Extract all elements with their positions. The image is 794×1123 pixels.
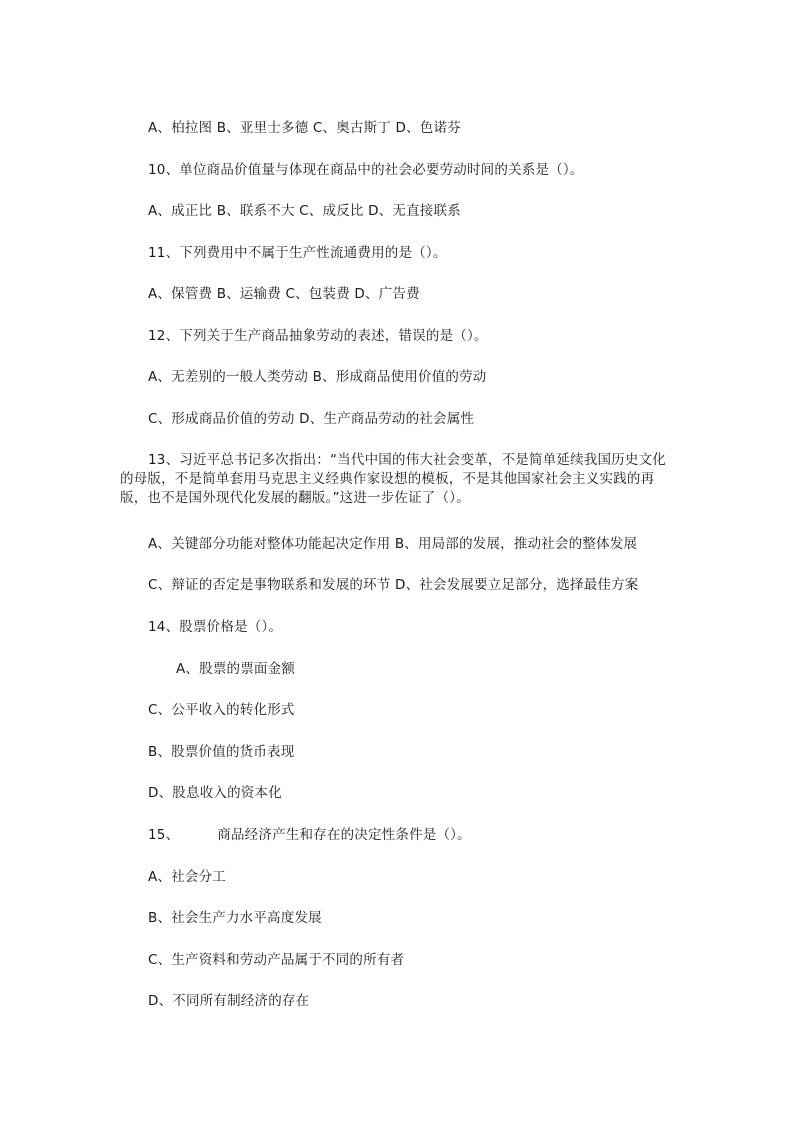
q10-options: A、成正比 B、联系不大 C、成反比 D、无直接联系 (148, 203, 461, 219)
q15-option-a: A、社会分工 (148, 869, 226, 885)
q14-option-a: A、股票的票面金额 (176, 661, 296, 677)
q12-options-ab: A、无差别的一般人类劳动 B、形成商品使用价值的劳动 (148, 369, 487, 385)
q15-option-b: B、社会生产力水平高度发展 (148, 910, 322, 926)
q14-option-b: B、股票价值的货币表现 (148, 744, 295, 760)
q9-options: A、柏拉图 B、亚里士多德 C、奥古斯丁 D、色诺芬 (148, 120, 461, 136)
q12-stem: 12、下列关于生产商品抽象劳动的表述，错误的是（）。 (148, 328, 488, 344)
q14-option-c: C、公平收入的转化形式 (148, 702, 295, 718)
q13-options-ab: A、关键部分功能对整体功能起决定作用 B、用局部的发展，推动社会的整体发展 (148, 536, 638, 552)
q15-text: 商品经济产生和存在的决定性条件是（）。 (217, 827, 471, 843)
q11-options: A、保管费 B、运输费 C、包装费 D、广告费 (148, 286, 420, 302)
q13-stem: 13、习近平总书记多次指出：“当代中国的伟大社会变革，不是简单延续我国历史文化的母版，不是简单套用马克思主义经典作家设想的模板，不是其他国家社会主义实践的再版，也不是国外现代化发展的翻版。”这进一步佐证了（）。 (120, 452, 666, 506)
q15-option-d: D、不同所有制经济的存在 (148, 993, 310, 1009)
q15-number: 15、 (148, 827, 180, 843)
q13-options-cd: C、辩证的否定是事物联系和发展的环节 D、社会发展要立足部分，选择最佳方案 (148, 577, 639, 593)
q10-stem: 10、单位商品价值量与体现在商品中的社会必要劳动时间的关系是（）。 (148, 162, 584, 178)
q15-option-c: C、生产资料和劳动产品属于不同的所有者 (148, 952, 405, 968)
q14-option-d: D、股息收入的资本化 (148, 785, 282, 801)
q14-stem: 14、股票价格是（）。 (148, 619, 283, 635)
q12-options-cd: C、形成商品价值的劳动 D、生产商品劳动的社会属性 (148, 411, 475, 427)
q15-stem (148, 826, 471, 844)
q11-stem: 11、下列费用中不属于生产性流通费用的是（）。 (148, 245, 447, 261)
